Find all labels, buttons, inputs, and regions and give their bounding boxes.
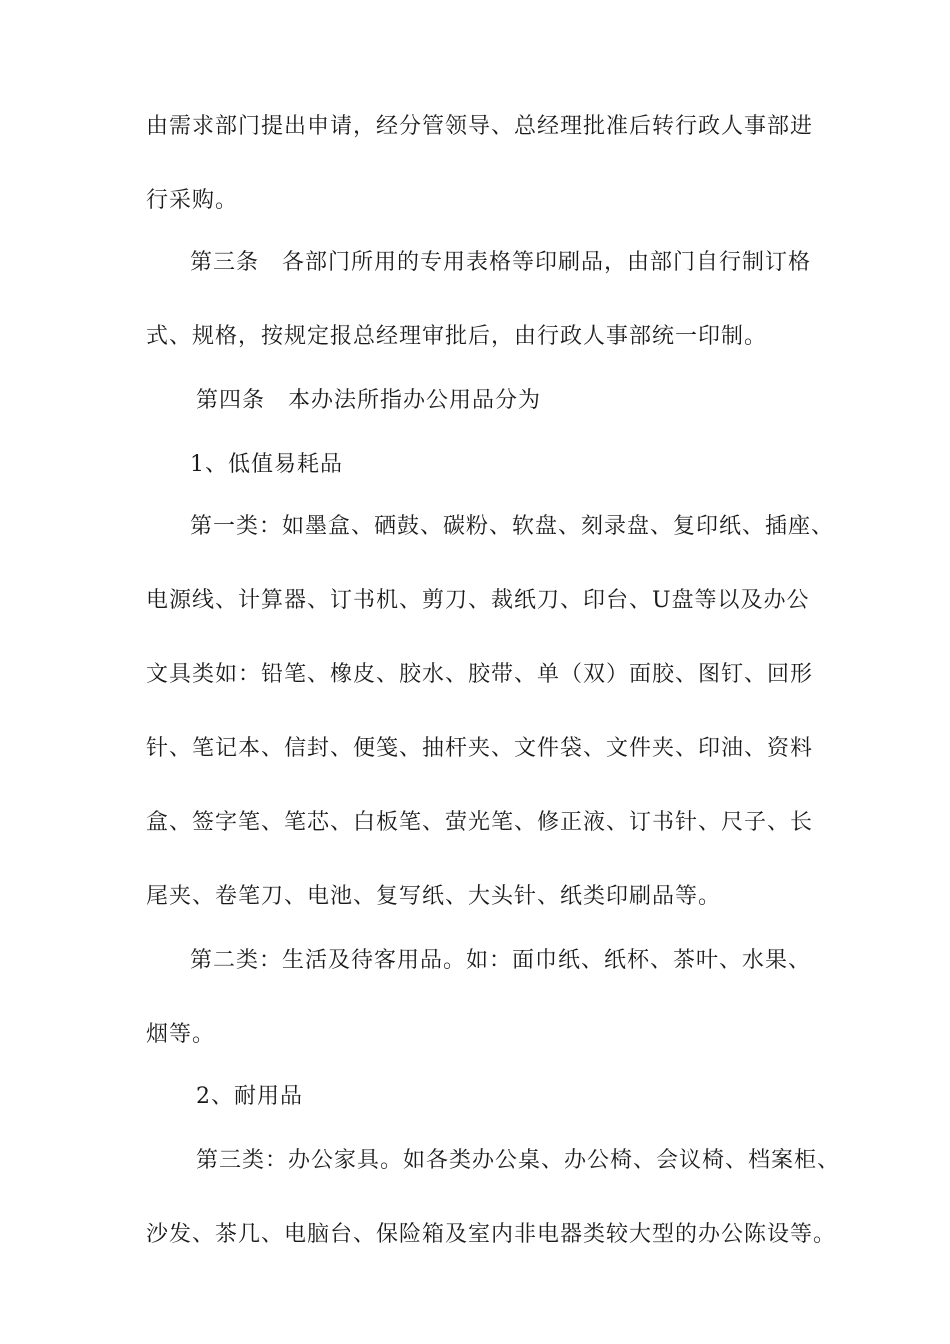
paragraph-line: 文具类如：铅笔、橡皮、胶水、胶带、单（双）面胶、图钉、回形 <box>146 662 814 687</box>
paragraph-line: 式、规格，按规定报总经理审批后，由行政人事部统一印制。 <box>146 324 768 349</box>
paragraph-line: 由需求部门提出申请，经分管领导、总经理批准后转行政人事部进 <box>146 114 814 139</box>
section-heading-durables: 2、耐用品 <box>196 1084 303 1109</box>
category-1-line: 第一类：如墨盒、硒鼓、碳粉、软盘、刻录盘、复印纸、插座、 <box>190 514 835 539</box>
paragraph-line: 电源线、计算器、订书机、剪刀、裁纸刀、印台、U盘等以及办公 <box>146 588 810 613</box>
paragraph-line: 盒、签字笔、笔芯、白板笔、萤光笔、修正液、订书针、尺子、长 <box>146 810 814 835</box>
article-3-line: 第三条 各部门所用的专用表格等印刷品，由部门自行制订格 <box>190 250 812 275</box>
paragraph-line: 烟等。 <box>146 1022 216 1047</box>
paragraph-line: 尾夹、卷笔刀、电池、复写纸、大头针、纸类印刷品等。 <box>146 884 722 909</box>
paragraph-line: 行采购。 <box>146 188 239 213</box>
paragraph-line: 沙发、茶几、电脑台、保险箱及室内非电器类较大型的办公陈设等。 <box>146 1222 837 1247</box>
category-2-line: 第二类：生活及待客用品。如：面巾纸、纸杯、茶叶、水果、 <box>190 948 812 973</box>
article-4-line: 第四条 本办法所指办公用品分为 <box>196 388 542 413</box>
category-3-line: 第三类：办公家具。如各类办公桌、办公椅、会议椅、档案柜、 <box>196 1148 841 1173</box>
paragraph-line: 针、笔记本、信封、便笺、抽杆夹、文件袋、文件夹、印油、资料 <box>146 736 814 761</box>
section-heading-consumables: 1、低值易耗品 <box>190 452 343 477</box>
